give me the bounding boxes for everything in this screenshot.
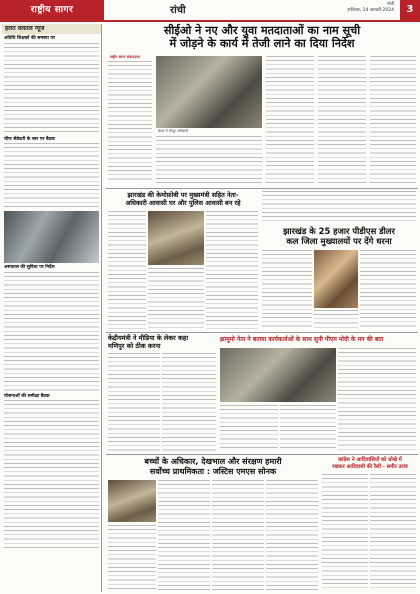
story-five-body-3 [280, 405, 336, 451]
date-line-1: रांची [386, 2, 394, 7]
story-seven-body-2 [370, 474, 416, 591]
page-number: 3 [400, 0, 420, 20]
story-two-photo [148, 211, 204, 265]
story-three-photo [314, 250, 358, 308]
story-two-body-3 [206, 211, 258, 329]
lead-body-col-5 [370, 56, 416, 184]
divider-1 [106, 188, 418, 189]
left-news-column [2, 24, 102, 592]
story-four-headline-line-1: केद्रीयमंत्री ने मीडिया के लेकर कहा [108, 334, 188, 342]
story-six-body-3 [212, 480, 264, 591]
story-six-body-4 [266, 480, 318, 591]
story-seven-headline-line-2: रखकर आदिवासी की रैली - समीर उरांव [332, 464, 408, 470]
lead-body-col-1 [108, 54, 152, 184]
story-three-upper-body [262, 191, 416, 223]
lead-headline [108, 24, 416, 50]
left-headline-2: चीफ सेक्रेटरी के स्तर पर बैठक [4, 136, 55, 142]
story-six-headline-line-1: बच्चों के अधिकार, देखभाल और संरक्षण हमारी [144, 457, 282, 466]
lead-body-under-photo [156, 136, 262, 184]
story-four-headline-line-2: मणिपुर को ठीक करना [108, 342, 161, 350]
left-headline-3: अस्पताल की सुविधा पर निर्देश [4, 265, 55, 271]
story-three-body-3 [360, 250, 416, 330]
left-body-3 [4, 272, 99, 392]
story-five-photo [220, 348, 336, 402]
left-headline-4: योजनाओं की समीक्षा बैठक [4, 393, 50, 399]
left-body-2 [4, 143, 99, 209]
lead-body-col-4 [318, 56, 366, 184]
story-seven-headline [322, 457, 418, 471]
date-block [312, 2, 394, 14]
lead-body-col-3 [266, 56, 314, 184]
lead-headline-line-1: सीईओ ने नए और युवा मतदाताओं का नाम सूची [163, 24, 361, 37]
story-six-headline [108, 457, 318, 477]
story-three-headline [262, 226, 416, 246]
city-name: रांची [170, 5, 186, 16]
lead-headline-line-2: में जोड़ने के कार्य में तेजी लाने का दिया निर्देश [169, 37, 355, 50]
lead-byline: राष्ट्रीय सागर संवाददाता [110, 55, 140, 59]
story-seven-headline-line-1: कांग्रेस ने आदिवासियों को धोखे में [338, 457, 402, 463]
divider-3 [106, 454, 418, 455]
story-five-body-1 [338, 348, 416, 451]
story-five-headline: झामुमो नेता ने बताया कार्यकर्ताओं के साथ सुनी पीएम मोदी के मन की बात [220, 336, 384, 343]
story-three-body-2 [314, 310, 358, 330]
story-six-photo [108, 480, 156, 522]
story-three-body-1 [262, 250, 312, 330]
story-four-body-2 [162, 353, 216, 451]
story-two-body-1 [108, 211, 146, 329]
divider-2 [106, 332, 418, 333]
story-three-headline-line-2: कल जिला मुख्यालयों पर देंगे धरना [286, 236, 392, 246]
lead-photo [156, 56, 262, 128]
date-line-2: शनिवार, 14 जनवरी 2024 [347, 8, 394, 13]
story-seven-body-1 [322, 474, 368, 591]
story-six-body-2 [158, 480, 210, 591]
story-four-headline [108, 334, 218, 350]
brand-logo: राष्ट्रीय सागर [0, 0, 104, 20]
left-body-4 [4, 400, 99, 550]
story-two-headline [108, 191, 258, 207]
story-two-headline-line-1: झारखंड की केमोफ़ोबी पर मुख्यमंत्री सहित नेता- [127, 191, 239, 199]
left-photo [4, 211, 99, 263]
lead-photo-caption: बैठक में मौजूद अधिकारी [158, 129, 189, 133]
story-six-body-1 [108, 525, 156, 591]
story-six-headline-line-2: सर्वोच्च प्राथमिकता : जस्टिस एमएस सोनक [149, 467, 277, 476]
story-three-headline-line-1: झारखंड के 25 हजार पीडीएस डीलर [283, 226, 395, 236]
story-five-body-2 [220, 405, 278, 451]
left-section-title: हलत वलतल न्यूज [2, 24, 101, 34]
left-headline-1: अतिथि शिक्षकों की समस्या पर [4, 36, 55, 41]
masthead [0, 0, 420, 22]
left-body-1 [4, 43, 99, 135]
story-two-body-2 [148, 268, 204, 329]
story-two-headline-line-2: अधिकारी आवासी घर और पुलिस आवासी बन रहे [125, 199, 241, 207]
story-four-body-1 [108, 353, 160, 451]
